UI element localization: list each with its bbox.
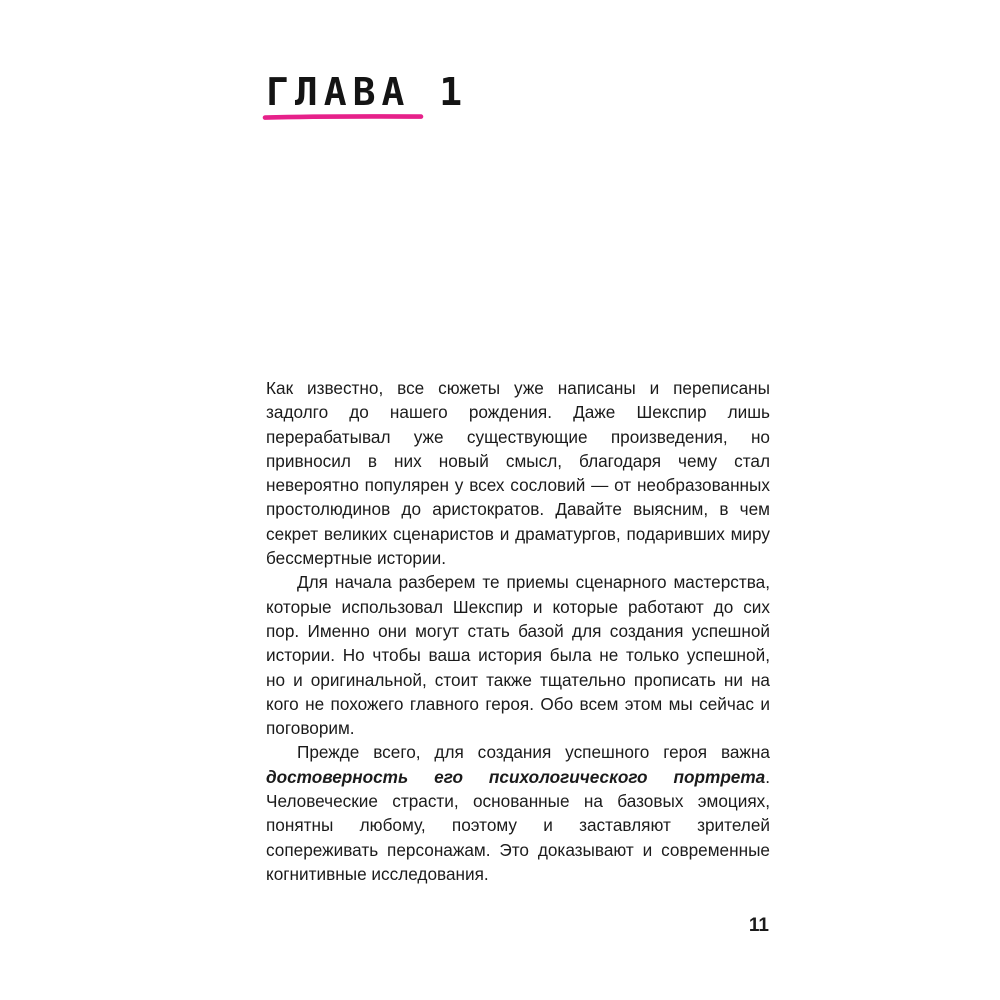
underline-stroke (265, 116, 421, 117)
emphasized-term: достоверность его психологического портрета (266, 766, 766, 787)
paragraph-1: Как известно, все сюжеты уже написаны и переписаны задолго до нашего рождения. Даже Шекспир лишь перерабатывал уже существующие произведения, но привносил в них новый смысл, благодаря чему стал невероятно популярен у всех сословий — от необразованных простолюдинов до аристократов. Давайте выясним, в чем секрет великих сценаристов и драматургов, подаривших миру бессмертные истории. (266, 378, 770, 569)
chapter-title: ГЛАВА 1 (266, 70, 469, 114)
chapter-title-underline (262, 113, 424, 121)
paragraph-3-lead: Прежде всего, для создания успешного героя важна (297, 742, 770, 763)
page-number: 11 (748, 915, 769, 936)
paragraph-3 (266, 740, 770, 886)
paragraph-2: Для начала разберем те приемы сценарного мастерства, которые использовал Шекспир и которые работают до сих пор. Именно они могут стать базой для создания успешной истории. Но чтобы ваша история была не только успешной, но и оригинальной, стоит также тщательно прописать ни на кого не похожего главного героя. Обо всем этом мы сейчас и поговорим. (266, 572, 770, 739)
chapter-body (266, 376, 770, 886)
paragraph-3-rest: . Человеческие страсти, основанные на базовых эмоциях, понятны любому, поэтому и заставляют зрителей сопереживать персонажам. Это доказывают и современные когнитивные исследования. (266, 766, 770, 884)
